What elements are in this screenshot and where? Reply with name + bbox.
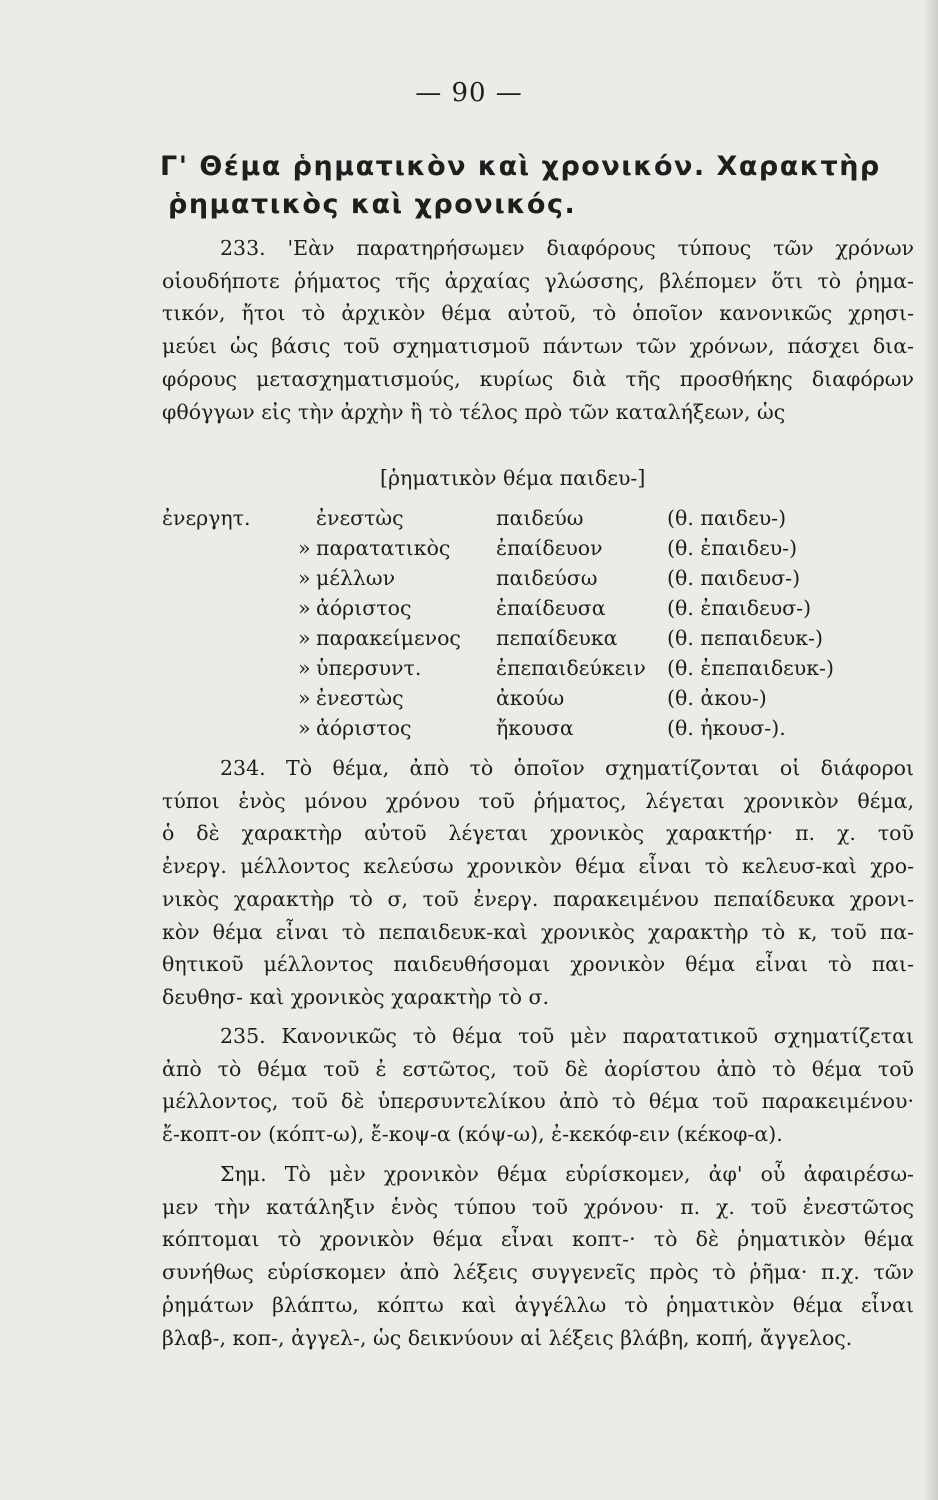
- page-number: — 90 —: [415, 78, 523, 108]
- form-cell: ἤκουσα: [496, 716, 574, 740]
- form-cell: παιδεύω: [496, 506, 584, 530]
- text-line: ὁ δὲ χαρακτὴρ αὐτοῦ λέγεται χρονικὸς χαρακτήρ· π. χ. τοῦ: [162, 821, 914, 846]
- text-line: Σημ. Τὸ μὲν χρονικὸν θέμα εὑρίσκομεν, ἀφ' οὗ ἀφαιρέσω-: [220, 1162, 914, 1186]
- voice-cell: »: [298, 686, 311, 710]
- tense-cell: ὑπερσυντ.: [316, 656, 422, 680]
- voice-cell: »: [298, 626, 311, 650]
- voice-cell: »: [298, 566, 311, 590]
- text-line: θητικοῦ μέλλοντος παιδευθήσομαι χρονικὸν θέμα εἶναι τὸ παι-: [162, 952, 914, 977]
- tense-cell: μέλλων: [316, 566, 396, 590]
- text-line: κὸν θέμα εἶναι τὸ πεπαιδευκ-καὶ χρονικὸς χαρακτὴρ τὸ κ, τοῦ πα-: [162, 919, 914, 944]
- text-line: φθόγγων εἰς τὴν ἀρχὴν ἢ τὸ τέλος πρὸ τῶν καταλήξεων, ὡς: [162, 399, 786, 424]
- text-line: ἀπὸ τὸ θέμα τοῦ ἐ εστῶτος, τοῦ δὲ ἀορίστου ἀπὸ τὸ θέμα τοῦ: [162, 1056, 914, 1081]
- stem-cell: (θ. ἠκουσ-).: [667, 716, 786, 740]
- text-line: φόρους μετασχηματισμούς, κυρίως διὰ τῆς προσθήκης διαφόρων: [162, 366, 914, 391]
- paragraph-233: [162, 232, 914, 428]
- voice-cell: ἐνεργητ.: [162, 506, 251, 530]
- text-line: 235. Κανονικῶς τὸ θέμα τοῦ μὲν παρατατικοῦ σχηματίζεται: [220, 1024, 914, 1048]
- text-line: τικόν, ἤτοι τὸ ἀρχικὸν θέμα αὐτοῦ, τὸ ὁποῖον κανονικῶς χρησι-: [162, 301, 914, 326]
- tense-cell: παρακείμενος: [316, 626, 461, 650]
- text-line: μεύει ὡς βάσις τοῦ σχηματισμοῦ πάντων τῶν χρόνων, πάσχει δια-: [162, 334, 914, 359]
- section-heading: [160, 148, 920, 224]
- tense-cell: παρατατικὸς: [316, 536, 451, 560]
- text-line: κόπτομαι τὸ χρονικὸν θέμα εἶναι κοπτ-· τὸ δὲ ῥηματικὸν θέμα: [162, 1227, 914, 1252]
- form-cell: παιδεύσω: [496, 566, 598, 590]
- stem-cell: (θ. παιδευσ-): [667, 566, 801, 590]
- tense-cell: ἐνεστὼς: [316, 686, 404, 710]
- note-paragraph: [162, 1158, 914, 1354]
- text-line: μεν τὴν κατάληξιν ἑνὸς τύπου τοῦ χρόνου· π. χ. τοῦ ἐνεστῶτος: [162, 1194, 914, 1219]
- text-line: ῥημάτων βλάπτω, κόπτω καὶ ἀγγέλλω τὸ ῥηματικὸν θέμα εἶναι: [162, 1292, 914, 1317]
- stem-cell: (θ. ἐπεπαιδευκ-): [667, 656, 834, 680]
- stem-bracket-label: [ῥηματικὸν θέμα παιδευ-]: [380, 466, 646, 490]
- stem-cell: (θ. παιδευ-): [667, 506, 787, 530]
- voice-cell: »: [298, 716, 311, 740]
- text-line: ἔ-κοπτ-ον (κόπτ-ω), ἔ-κοψ-α (κόψ-ω), ἐ-κεκόφ-ειν (κέκοφ-α).: [162, 1122, 783, 1147]
- form-cell: ἐπαίδευσα: [496, 596, 606, 620]
- paragraph-235: [162, 1020, 914, 1151]
- voice-cell: »: [298, 596, 311, 620]
- tense-cell: ἀόριστος: [316, 596, 412, 620]
- text-line: μέλλοντος, τοῦ δὲ ὑπερσυντελίκου ἀπὸ τὸ θέμα τοῦ παρακειμένου·: [162, 1089, 914, 1114]
- paragraph-234: [162, 752, 914, 1014]
- tense-cell: ἐνεστὼς: [316, 506, 404, 530]
- form-cell: πεπαίδευκα: [496, 626, 618, 650]
- heading-line-1: Γ' Θέμα ῥηματικὸν καὶ χρονικόν. Χαρακτὴρ: [160, 151, 881, 182]
- stem-cell: (θ. ἐπαιδευ-): [667, 536, 798, 560]
- stem-cell: (θ. ἀκου-): [667, 686, 767, 710]
- heading-line-2: ῥηματικὸς καὶ χρονικός.: [168, 189, 577, 220]
- text-line: ἐνεργ. μέλλοντος κελεύσω χρονικὸν θέμα εἶναι τὸ κελευσ-καὶ χρο-: [162, 854, 914, 879]
- voice-cell: »: [298, 656, 311, 680]
- form-cell: ἐπεπαιδεύκειν: [496, 656, 646, 680]
- voice-cell: »: [298, 536, 311, 560]
- stem-cell: (θ. πεπαιδευκ-): [667, 626, 823, 650]
- text-line: οἱουδήποτε ῥήματος τῆς ἀρχαίας γλώσσης, βλέπομεν ὅτι τὸ ῥημα-: [162, 268, 914, 293]
- text-line: συνήθως εὑρίσκομεν ἀπὸ λέξεις συγγενεῖς πρὸς τὸ ῥῆμα· π.χ. τῶν: [162, 1260, 914, 1285]
- form-cell: ἀκούω: [496, 686, 565, 710]
- text-line: τύποι ἑνὸς μόνου χρόνου τοῦ ῥήματος, λέγεται χρονικὸν θέμα,: [162, 788, 914, 813]
- text-line: νικὸς χαρακτὴρ τὸ σ, τοῦ ἐνεργ. παρακειμένου πεπαίδευκα χρονι-: [162, 886, 914, 911]
- text-line: 233. 'Εὰν παρατηρήσωμεν διαφόρους τύπους τῶν χρόνων: [220, 236, 914, 260]
- stem-cell: (θ. ἐπαιδευσ-): [667, 596, 812, 620]
- form-cell: ἐπαίδευον: [496, 536, 603, 560]
- text-line: 234. Τὸ θέμα, ἀπὸ τὸ ὁποῖον σχηματίζονται οἱ διάφοροι: [220, 756, 914, 780]
- text-line: δευθησ- καὶ χρονικὸς χαρακτὴρ τὸ σ.: [162, 984, 550, 1009]
- tense-cell: ἀόριστος: [316, 716, 412, 740]
- page-edge: [924, 0, 938, 1500]
- text-line: βλαβ-, κοπ-, ἀγγελ-, ὡς δεικνύουν αἱ λέξεις βλάβη, κοπή, ἄγγελος.: [162, 1325, 853, 1350]
